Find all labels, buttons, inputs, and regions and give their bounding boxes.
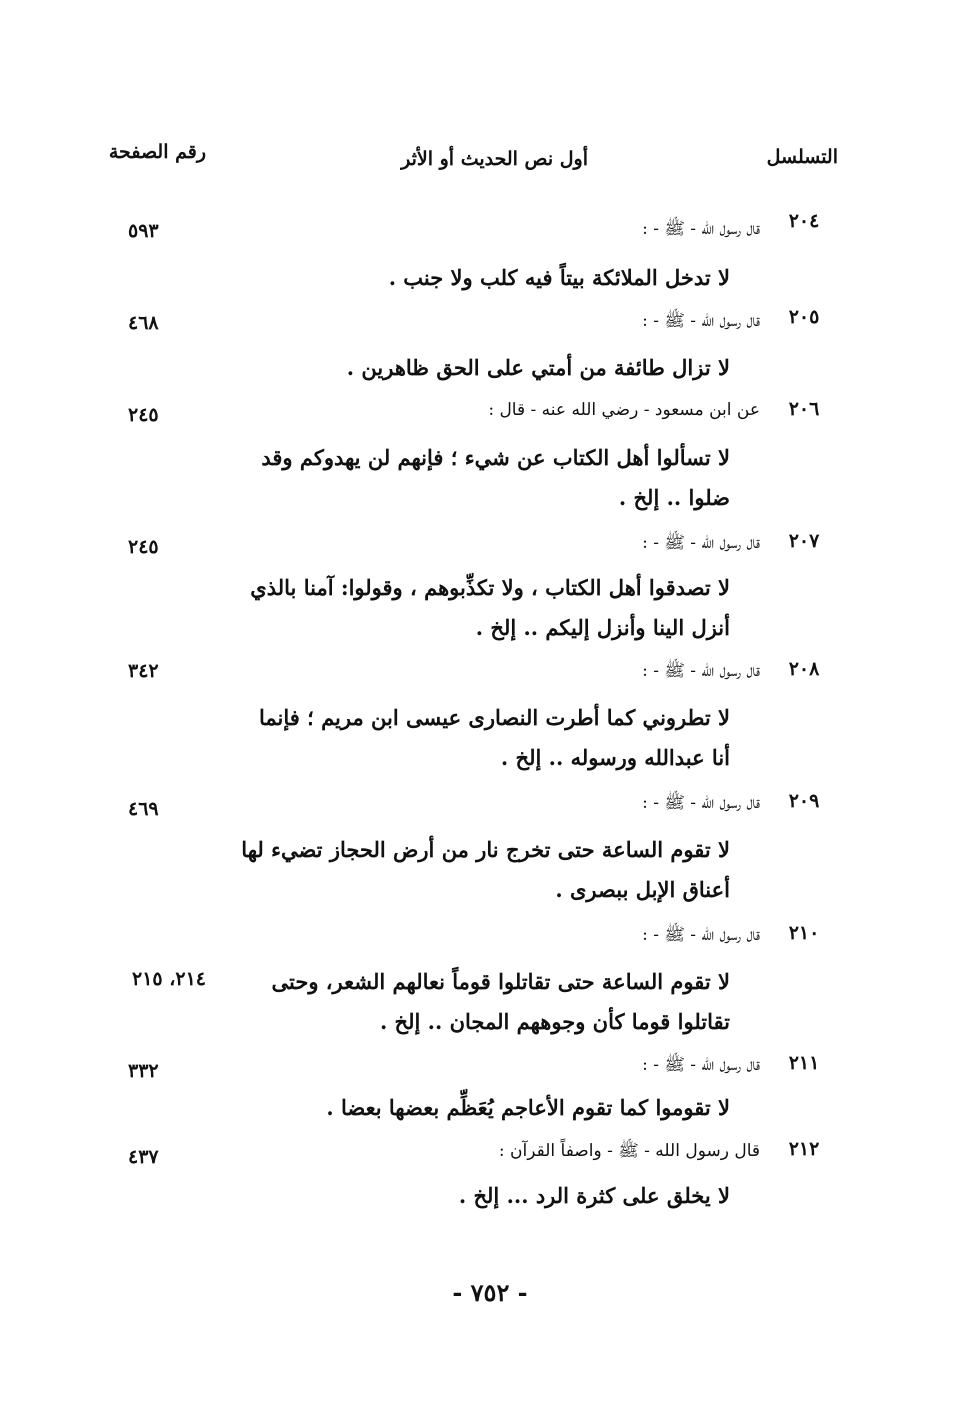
entry-text: [240, 1176, 760, 1216]
entry-page-number: ٤٦٨: [128, 312, 159, 334]
entry-text-line: لا تقوم الساعة حتى تقاتلوا قوماً نعالهم الشعر، وحتى تقاتلوا قوما كأن وجوههم المجان .. إلخ .: [271, 969, 730, 1034]
entry-serial: ٢٠٩: [788, 790, 820, 812]
entry-text: [240, 348, 760, 388]
entry-page-number: ٣٤٢: [128, 660, 159, 682]
entry-page-number: ٢٤٥: [128, 536, 159, 558]
entry-intro: قال رسول الله - ﷺ - :: [642, 219, 760, 239]
entry-intro: قال رسول الله - ﷺ - :: [642, 925, 760, 945]
entry-serial: ٢٠٤: [788, 210, 820, 232]
entry-page-number: ٢٤٥: [128, 404, 159, 426]
entry-intro: قال رسول الله - ﷺ - :: [642, 311, 760, 331]
entry-text: [240, 698, 760, 778]
entry-text: [240, 258, 760, 298]
entry-text: [240, 962, 760, 1042]
entry-page-number: ٥٩٣: [128, 220, 159, 242]
entry-page-number: ٢١٤، ٢١٥: [132, 968, 206, 990]
entry-intro: قال رسول الله - ﷺ - واصفاً القرآن :: [498, 1141, 760, 1161]
entry-serial: ٢١٢: [788, 1138, 820, 1160]
entry-text-line: لا تقوم الساعة حتى تخرج نار من أرض الحجاز تضيء لها أعناق الإبل ببصرى .: [241, 837, 730, 902]
entry-page-number: ٤٦٩: [128, 798, 159, 820]
entry-text-line: لا تطروني كما أطرت النصارى عيسى ابن مريم ؛ فإنما أنا عبدالله ورسوله .. إلخ .: [258, 705, 730, 770]
column-header-serial: التسلسل: [766, 146, 838, 168]
entry-intro: قال رسول الله - ﷺ - :: [642, 793, 760, 813]
entry-page-number: ٣٣٢: [128, 1060, 159, 1082]
entry-text: [240, 568, 760, 648]
entry-text-line: لا تقوموا كما تقوم الأعاجم يُعَظِّم بعضها بعضا .: [326, 1095, 730, 1120]
entry-text-line: لا يخلق على كثرة الرد ... إلخ .: [458, 1183, 730, 1208]
entry-intro: قال رسول الله - ﷺ - :: [642, 533, 760, 553]
column-header-text: أول نص الحديث أو الأثر: [401, 148, 588, 170]
entry-serial: ٢١٠: [788, 922, 820, 944]
entry-serial: ٢٠٧: [788, 530, 820, 552]
entry-text: [240, 438, 760, 518]
entry-page-number: ٤٣٧: [128, 1146, 159, 1168]
entry-text-line: لا تدخل الملائكة بيتاً فيه كلب ولا جنب .: [388, 265, 730, 290]
entry-serial: ٢٠٨: [788, 658, 820, 680]
entry-text-line: لا تزال طائفة من أمتي على الحق ظاهرين .: [346, 355, 730, 380]
entry-text-line: لا تسألوا أهل الكتاب عن شيء ؛ فإنهم لن يهدوكم وقد ضلوا .. إلخ .: [261, 445, 730, 510]
entry-intro: عن ابن مسعود - رضي الله عنه - قال :: [488, 400, 760, 420]
entry-serial: ٢١١: [788, 1052, 820, 1074]
column-header-page: رقم الصفحة: [108, 141, 206, 163]
entry-serial: ٢٠٥: [788, 306, 820, 328]
entry-serial: ٢٠٦: [788, 398, 820, 420]
entry-text: [240, 830, 760, 910]
entry-intro: قال رسول الله - ﷺ - :: [642, 1055, 760, 1075]
entry-intro: قال رسول الله - ﷺ - :: [642, 661, 760, 681]
entry-text: [240, 1088, 760, 1128]
page-number-footer: - ٧٥٢ -: [452, 1278, 528, 1307]
entry-text-line: لا تصدقوا أهل الكتاب ، ولا تكذِّبوهم ، وقولوا: آمنا بالذي أنزل الينا وأنزل إليكم .. إلخ .: [250, 575, 730, 640]
